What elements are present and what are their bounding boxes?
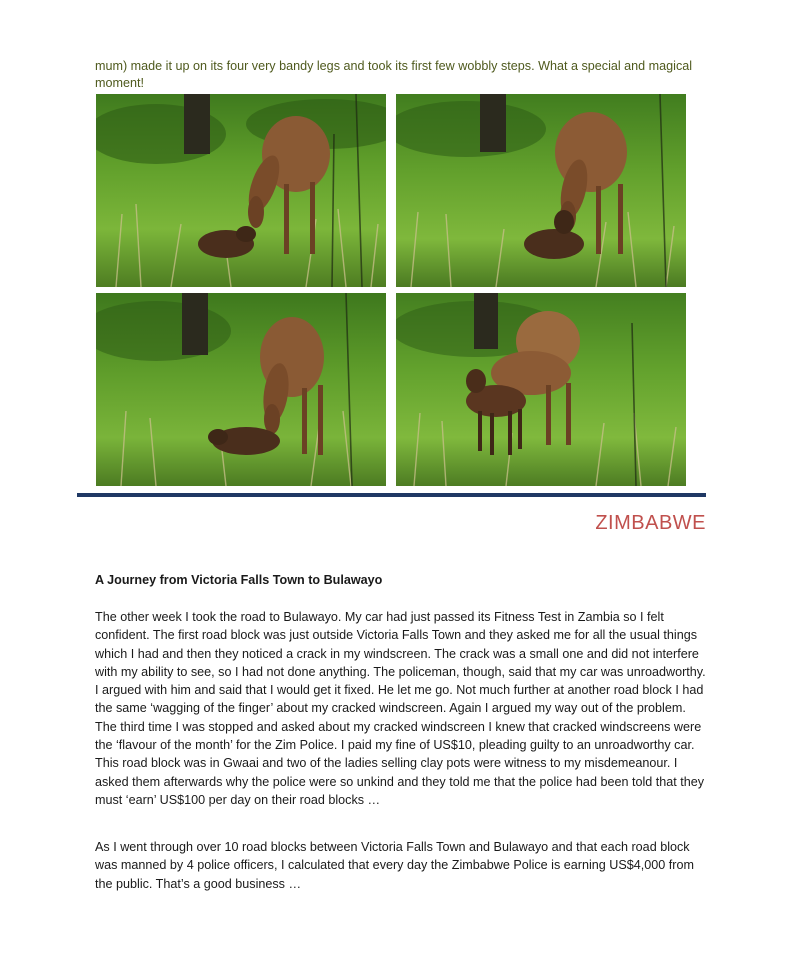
impala-photo-2 [396,94,686,287]
article-title: A Journey from Victoria Falls Town to Bulawayo [95,573,383,587]
country-heading: ZIMBABWE [595,512,706,534]
intro-paragraph: mum) made it up on its four very bandy legs and took its first few wobbly steps. What a special and magical moment! [95,59,693,90]
impala-photo-1 [96,94,386,287]
section-divider [77,493,706,497]
impala-photo-3 [96,293,386,486]
article-paragraph-1: The other week I took the road to Bulawayo. My car had just passed its Fitness Test in Zambia so I felt confident. The first road block was just outside Victoria Falls Town and they asked me for all the usual things which I had and then they noticed a crack in my windscreen. The crack was a small one and did not interfere with my ability to see, so I had not done anything. The policeman, though, said that my car was unroadworthy. I argued with him and said that I would get it fixed. He let me go. Not much further at another road block I had the same ‘wagging of the finger’ about my cracked windscreen. Again I argued my way out of the problem. The third time I was stopped and asked about my cracked windscreen I knew that cracked windscreens were the ‘flavour of the month’ for the Zim Police. I paid my fine of US$10, pleading guilty to an unroadworthy car. This road block was in Gwaai and two of the ladies selling clay pots were witness to my misdemeanour. I asked them afterwards why the police were so unkind and they told me that the police had been told that they must ‘earn’ US$100 per day on their road blocks … [95,610,706,807]
article-paragraph-2: As I went through over 10 road blocks between Victoria Falls Town and Bulawayo and that each road block was manned by 4 police officers, I calculated that every day the Zimbabwe Police is earning US$4,000 from the public. That’s a good business … [95,840,694,891]
photo-grid [96,94,686,488]
impala-photo-4 [396,293,686,486]
